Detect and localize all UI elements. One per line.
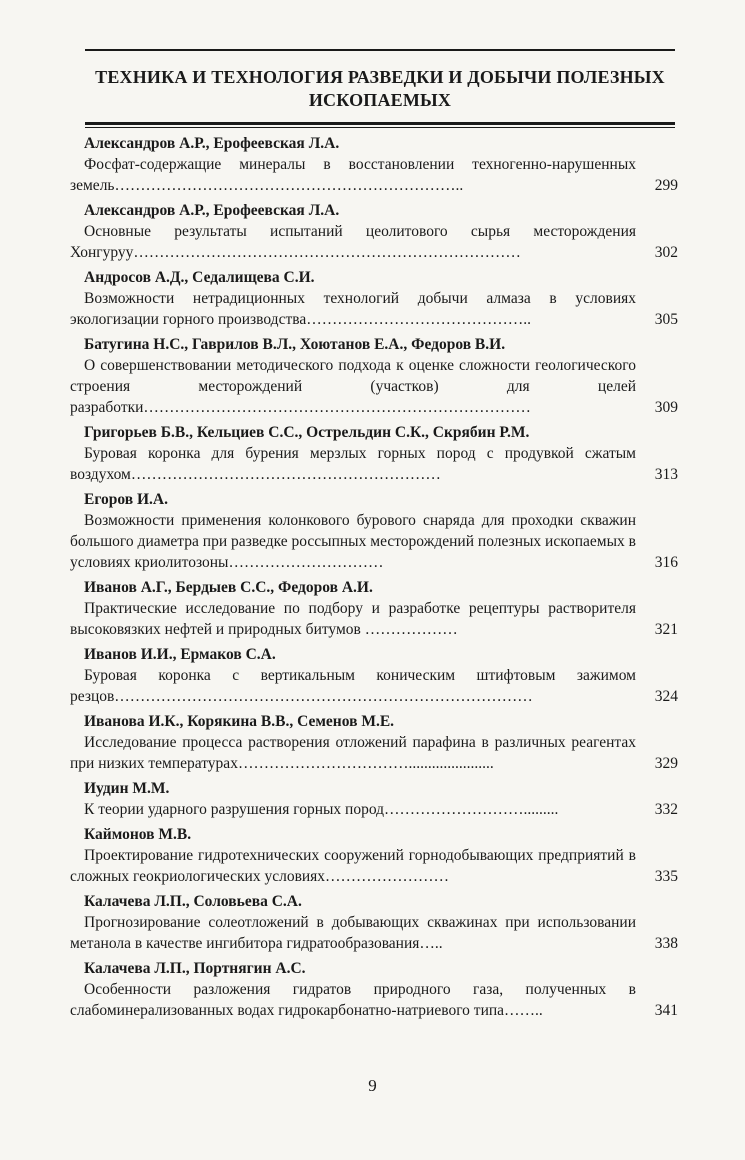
- toc-entry: [70, 891, 678, 954]
- entry-title-row: [70, 355, 678, 418]
- entry-page-number: 335: [654, 868, 678, 885]
- entry-page-number: 305: [654, 311, 678, 328]
- section-title: ТЕХНИКА И ТЕХНОЛОГИЯ РАЗВЕДКИ И ДОБЫЧИ ПОЛЕЗНЫХ ИСКОПАЕМЫХ: [95, 67, 665, 110]
- entry-title: Буровая коронка с вертикальным коническим штифтовым зажимом резцов………………………………………………………………………: [70, 667, 636, 705]
- entry-title-row: [70, 665, 678, 707]
- entry-title: Особенности разложения гидратов природного газа, полученных в слабоминерализованных водах гидрокарбонатно-натриевого типа……..: [70, 981, 636, 1019]
- entry-title: Исследование процесса растворения отложений парафина в различных реагентах при низких температурах……………………………......................: [70, 734, 636, 772]
- toc-entry: [70, 711, 678, 774]
- entry-page-number: 338: [654, 935, 678, 952]
- toc-entry: [70, 778, 678, 820]
- entry-page-number: 309: [654, 399, 678, 416]
- entry-title-row: [70, 732, 678, 774]
- toc-entry: [70, 489, 678, 573]
- entry-title: Буровая коронка для бурения мерзлых горных пород с продувкой сжатым воздухом……………………………………………………: [70, 445, 636, 483]
- entry-authors: Григорьев Б.В., Кельциев С.С., Острельдин С.К., Скрябин Р.М.: [84, 424, 530, 441]
- toc-entry: [70, 422, 678, 485]
- entry-authors: Александров А.Р., Ерофеевская Л.А.: [84, 202, 340, 219]
- entry-authors: Иудин М.М.: [84, 780, 170, 797]
- entry-title-row: [70, 221, 678, 263]
- entry-title: Проектирование гидротехнических сооружений горнодобывающих предприятий в сложных геокриологических условиях……………………: [70, 847, 636, 885]
- entry-page-number: 332: [654, 801, 678, 818]
- entry-authors: Иванов И.И., Ермаков С.А.: [84, 646, 276, 663]
- toc-entry: [70, 958, 678, 1021]
- entry-page-number: 316: [654, 554, 678, 571]
- entry-title: Возможности нетрадиционных технологий добычи алмаза в условиях экологизации горного производства……………………………………..: [70, 290, 636, 328]
- entry-page-number: 324: [654, 688, 678, 705]
- entry-title: О совершенствовании методического подхода к оценке сложности геологического строения месторождений (участков) для целей разработки…………………………………………………………………: [70, 357, 636, 416]
- entry-authors: Александров А.Р., Ерофеевская Л.А.: [84, 135, 340, 152]
- page-number: 9: [368, 1076, 377, 1095]
- toc-entry: [70, 133, 678, 196]
- entry-title-row: [70, 154, 678, 196]
- entry-authors: Иванова И.К., Корякина В.В., Семенов М.Е.: [84, 713, 395, 730]
- entry-authors: Егоров И.А.: [84, 491, 168, 508]
- double-rule: [85, 122, 675, 128]
- entry-title-row: [70, 443, 678, 485]
- entry-title: Фосфат-содержащие минералы в восстановлении техногенно-нарушенных земель…………………………………………………………..: [70, 156, 636, 194]
- entry-title-row: [70, 510, 678, 573]
- entry-page-number: 341: [654, 1002, 678, 1019]
- entry-title: К теории ударного разрушения горных пород……………………….........: [84, 801, 559, 818]
- entry-title-row: [70, 845, 678, 887]
- entry-title: Прогнозирование солеотложений в добывающих скважинах при использовании метанола в качестве ингибитора гидратообразования…..: [70, 914, 636, 952]
- table-of-contents: [70, 133, 678, 1025]
- entry-title-row: [70, 799, 678, 820]
- entry-title-row: [70, 598, 678, 640]
- entry-title-row: [70, 288, 678, 330]
- entry-page-number: 321: [654, 621, 678, 638]
- entry-title: Возможности применения колонкового бурового снаряда для проходки скважин большого диаметра при разведке россыпных месторождений полезных ископаемых в условиях криолитозоны…………………………: [70, 512, 636, 571]
- entry-page-number: 302: [654, 244, 678, 261]
- entry-page-number: 299: [654, 177, 678, 194]
- entry-authors: Калачева Л.П., Портнягин А.С.: [84, 960, 306, 977]
- toc-entry: [70, 267, 678, 330]
- toc-entry: [70, 824, 678, 887]
- entry-authors: Батугина Н.С., Гаврилов В.Л., Хоютанов Е.А., Федоров В.И.: [84, 336, 506, 353]
- toc-entry: [70, 334, 678, 418]
- entry-page-number: 329: [654, 755, 678, 772]
- entry-title: Практические исследование по подбору и разработке рецептуры растворителя высоковязких нефтей и природных битумов ………………: [70, 600, 636, 638]
- entry-authors: Калачева Л.П., Соловьева С.А.: [84, 893, 302, 910]
- entry-page-number: 313: [654, 466, 678, 483]
- toc-entry: [70, 577, 678, 640]
- toc-entry: [70, 200, 678, 263]
- toc-entry: [70, 644, 678, 707]
- entry-title: Основные результаты испытаний цеолитового сырья месторождения Хонгуруу…………………………………………………………………: [70, 223, 636, 261]
- top-rule: [85, 49, 675, 51]
- entry-title-row: [70, 979, 678, 1021]
- entry-title-row: [70, 912, 678, 954]
- entry-authors: Каймонов М.В.: [84, 826, 192, 843]
- entry-authors: Андросов А.Д., Седалищева С.И.: [84, 269, 315, 286]
- entry-authors: Иванов А.Г., Бердыев С.С., Федоров А.И.: [84, 579, 373, 596]
